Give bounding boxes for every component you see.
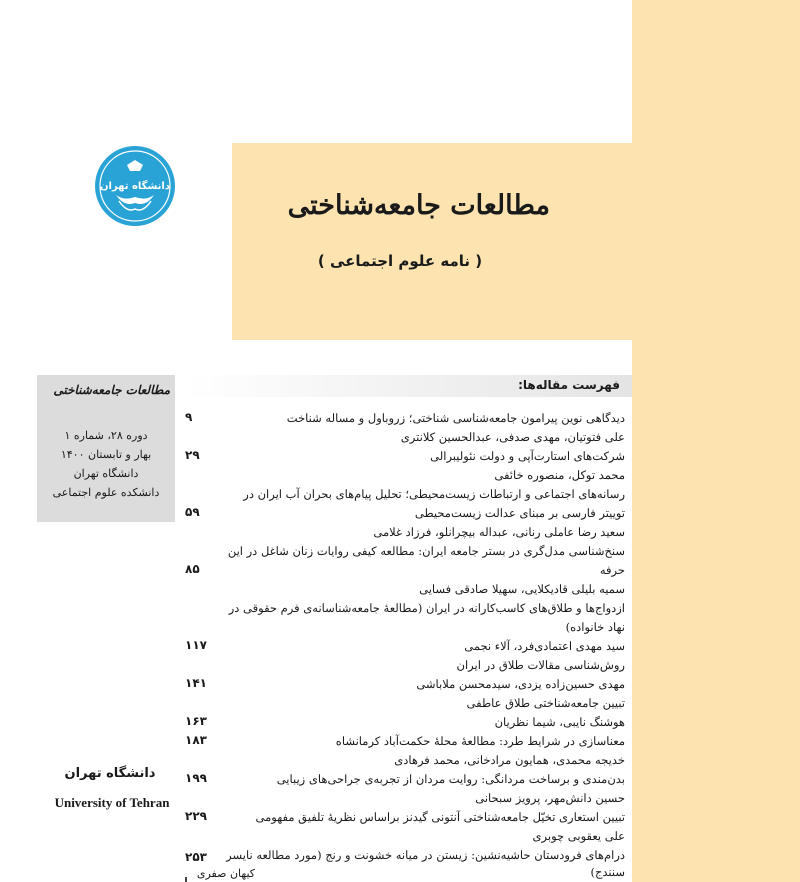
article-title: سنخ‌شناسی مدل‌گری در بستر جامعه ایران: مطالعه کیفی روایات زنان شاغل در این: [227, 544, 625, 558]
page-number: ۸۵: [185, 562, 200, 576]
article-authors: مهدی حسین‌زاده یزدی، سیدمحسن ملاباشی: [416, 677, 625, 691]
page-number: ۲۵۳: [185, 850, 207, 864]
journal-title: مطالعات جامعه‌شناختی: [287, 190, 550, 221]
title-panel: [232, 143, 632, 340]
article-authors: محمد توکل، منصوره خائفی: [494, 468, 625, 482]
university-of-tehran-seal-icon: [94, 145, 176, 227]
journal-info-box: [37, 375, 175, 522]
article-authors: حسین دانش‌مهر، پرویز سبحانی: [475, 791, 625, 805]
article-authors: علی یعقوبی چوبری: [532, 829, 625, 843]
article-title: دیدگاهی نوین پیرامون جامعه‌شناسی شناختی؛ زروباول و مساله شناخت: [286, 411, 625, 425]
page-number: ۱۸۳: [185, 733, 207, 747]
article-title: تبیین استعاری تخیّل جامعه‌شناختی آنتونی گیدنز براساس نظریۀ تلفیق مفهومی: [255, 810, 625, 824]
page-number: ۲۲۹: [185, 809, 207, 823]
page-number: ۱۹۹: [185, 771, 207, 785]
article-authors: هوشنگ نایبی، شیما نظریان: [494, 715, 625, 729]
info-faculty: دانشکده علوم اجتماعی: [52, 486, 160, 499]
article-authors: سعید رضا عاملی رنانی، عبداله بیچرانلو، فرزاد غلامی: [373, 525, 625, 539]
university-name-persian: دانشگاه تهران: [64, 766, 156, 781]
article-title: توییتر فارسی بر مبنای عدالت زیست‌محیطی: [414, 506, 625, 520]
info-box-title: مطالعات جامعه‌شناختی: [53, 383, 170, 397]
bottom-rule: [185, 877, 187, 882]
article-title: تبیین جامعه‌شناختی طلاق عاطفی: [466, 696, 625, 710]
article-authors: کیهان صفری: [196, 867, 255, 880]
article-title: حرفه: [599, 563, 625, 577]
right-accent-strip: [632, 0, 800, 882]
article-title: ازدواج‌ها و طلاق‌های کاسب‌کارانه در ایران (مطالعۀ جامعه‌شناسانه‌ی فرم حقوقی در: [228, 601, 625, 615]
toc-header: فهرست مقاله‌ها:: [518, 378, 620, 392]
article-title: رسانه‌های اجتماعی و ارتباطات زیست‌محیطی؛ تحلیل پیام‌های بحران آب ایران در: [243, 487, 625, 501]
article-title: سنندج): [590, 865, 625, 879]
article-title: درام‌های فرودستان حاشیه‌نشین: زیستن در میانه خشونت و رنج (مورد مطالعه نایسر: [226, 848, 625, 862]
university-name-english: University of Tehran: [54, 795, 170, 810]
article-title: شرکت‌های استارت‌آپی و دولت نئولیبرالی: [430, 449, 625, 463]
info-volume-issue: دوره ۲۸، شماره ۱: [64, 429, 148, 442]
page-number: ۲۹: [185, 448, 200, 462]
article-title: بدن‌مندی و برساخت مردانگی: روایت مردان از تجربه‌ی جراحی‌های زیبایی: [276, 772, 625, 786]
article-title: نهاد خانواده): [565, 620, 625, 634]
info-publisher: دانشگاه تهران: [73, 467, 139, 480]
info-season: بهار و تابستان ۱۴۰۰: [60, 448, 152, 461]
page-number: ۵۹: [185, 505, 200, 519]
page-number: ۱۶۳: [185, 714, 207, 728]
logo-text: دانشگاه تهران: [100, 181, 170, 192]
article-authors: علی فتوتیان، مهدی صدفی، عبدالحسین کلانتری: [400, 430, 625, 444]
page-number: ۹: [185, 410, 193, 424]
page-number: ۱۴۱: [185, 676, 207, 690]
article-authors: خدیجه محمدی، همایون مرادخانی، محمد فرهادی: [394, 753, 625, 767]
page-number: ۱۱۷: [185, 638, 207, 652]
article-authors: سید مهدی اعتمادی‌فرد، آلاء نجمی: [464, 639, 625, 653]
article-authors: سمیه بلیلی قادیکلایی، سهیلا صادقی فسایی: [419, 582, 625, 596]
journal-subtitle: ( نامه علوم اجتماعی ): [317, 252, 483, 270]
article-title: معناسازی در شرایط طرد: مطالعۀ محلۀ حکمت‌آباد کرمانشاه: [335, 734, 625, 748]
article-title: روش‌شناسی مقالات طلاق در ایران: [456, 658, 625, 672]
